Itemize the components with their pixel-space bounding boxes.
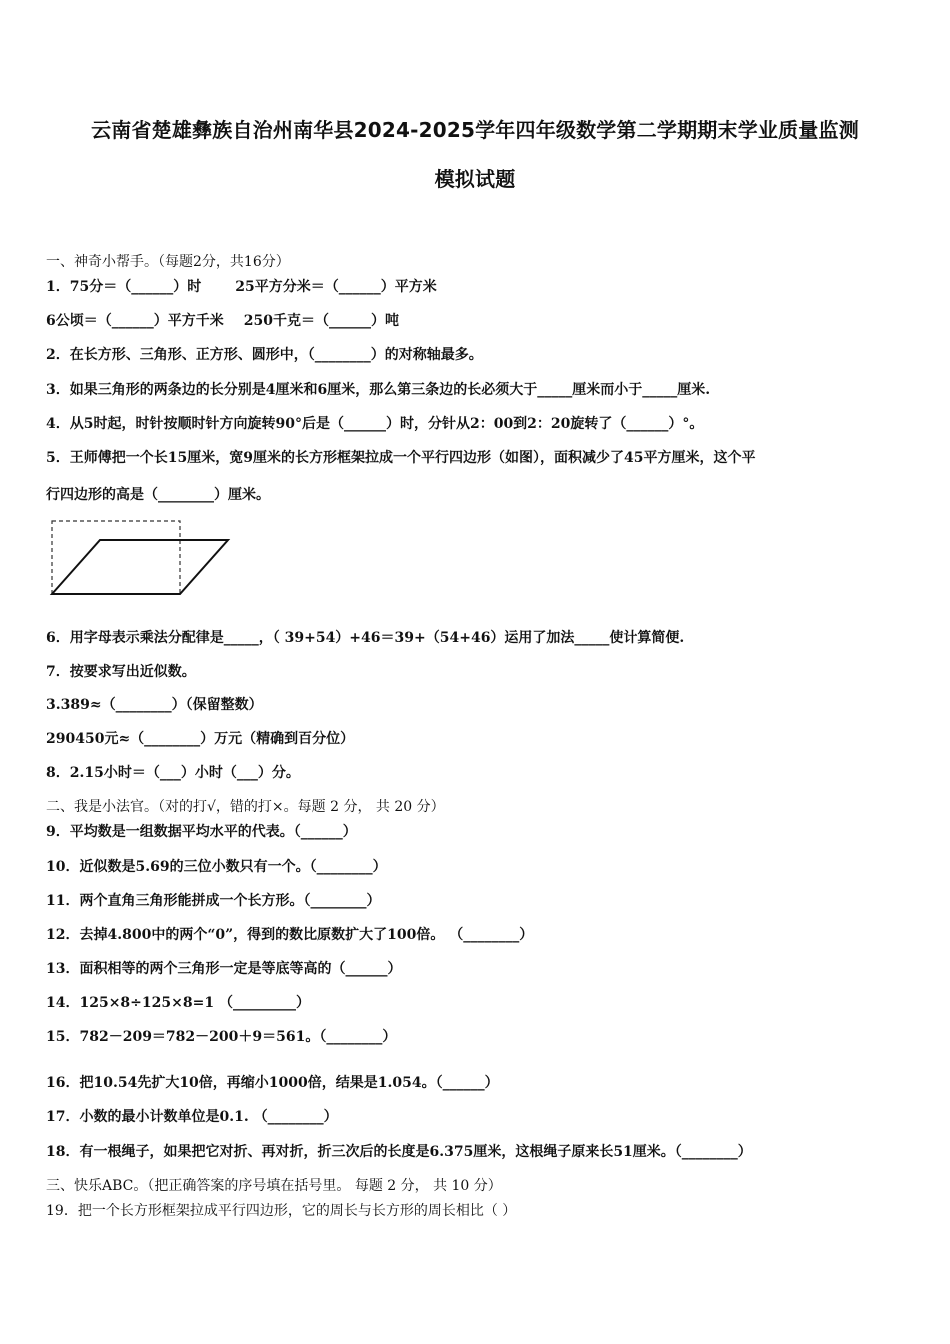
question-8: 8．2.15小时＝（___）小时（___）分。 bbox=[46, 765, 300, 781]
question-1-row1 bbox=[46, 277, 437, 297]
document-title-line1: 云南省楚雄彝族自治州南华县2024-2025学年四年级数学第二学期期末学业质量监测 bbox=[91, 118, 859, 142]
document-title-line2: 模拟试题 bbox=[434, 167, 516, 191]
question-16: 16．把10.54先扩大10倍，再缩小1000倍，结果是1.054。（______） bbox=[46, 1075, 499, 1091]
question-18: 18．有一根绳子，如果把它对折、再对折，折三次后的长度是6.375厘米，这根绳子原来长51厘米。（________） bbox=[46, 1144, 752, 1160]
question-13: 13．面积相等的两个三角形一定是等底等高的（______） bbox=[46, 961, 402, 977]
question-5-line2: 行四边形的高是（________）厘米。 bbox=[46, 487, 270, 503]
question-9: 9．平均数是一组数据平均水平的代表。（______） bbox=[46, 824, 357, 840]
dashed-rectangle bbox=[52, 521, 180, 594]
parallelogram-shape bbox=[52, 540, 228, 594]
question-4: 4．从5时起，时针按顺时针方向旋转90°后是（______）时，分针从2：00到2：20旋转了（______）°。 bbox=[46, 416, 704, 432]
section2-heading: 二、我是小法官。（对的打√，错的打×。每题 2 分， 共 20 分） bbox=[46, 799, 445, 815]
section3-heading: 三、快乐ABC。（把正确答案的序号填在括号里。 每题 2 分， 共 10 分） bbox=[46, 1178, 502, 1194]
section1-heading: 一、神奇小帮手。（每题2分，共16分） bbox=[46, 254, 290, 270]
question-17: 17．小数的最小计数单位是0.1. （________） bbox=[46, 1109, 338, 1125]
question-1c: 6公顷＝（______）平方千米 bbox=[46, 313, 224, 329]
question-2: 2．在长方形、三角形、正方形、圆形中，（________）的对称轴最多。 bbox=[46, 347, 483, 363]
question-5-line1: 5．王师傅把一个长15厘米，宽9厘米的长方形框架拉成一个平行四边形（如图），面积减少了45平方厘米，这个平 bbox=[46, 450, 756, 466]
question-14: 14．125×8÷125×8=1 （_________） bbox=[46, 995, 310, 1011]
parallelogram-figure bbox=[46, 516, 236, 602]
question-12: 12．去掉4.800中的两个“0”，得到的数比原数扩大了100倍。 （________） bbox=[46, 927, 534, 943]
question-1-row2 bbox=[46, 311, 399, 331]
question-7: 7．按要求写出近似数。 bbox=[46, 664, 196, 680]
question-15: 15．782－209＝782－200＋9＝561。（________） bbox=[46, 1029, 397, 1045]
question-6: 6．用字母表示乘法分配律是_____，（ 39+54）+46＝39+（54+46）运用了加法_____使计算简便. bbox=[46, 630, 685, 646]
question-3: 3．如果三角形的两条边的长分别是4厘米和6厘米，那么第三条边的长必须大于_____厘米而小于_____厘米. bbox=[46, 382, 711, 398]
question-7a: 3.389≈（________）（保留整数） bbox=[46, 697, 263, 713]
question-1d: 250千克＝（______）吨 bbox=[243, 313, 399, 329]
question-1b: 25平方分米＝（______）平方米 bbox=[235, 279, 437, 295]
question-10: 10．近似数是5.69的三位小数只有一个。（________） bbox=[46, 859, 387, 875]
question-1a: 1．75分＝（______）时 bbox=[46, 279, 202, 295]
question-7b: 290450元≈（________）万元（精确到百分位） bbox=[46, 731, 355, 747]
question-19: 19．把一个长方形框架拉成平行四边形，它的周长与长方形的周长相比（ ） bbox=[46, 1203, 517, 1219]
question-11: 11．两个直角三角形能拼成一个长方形。（________） bbox=[46, 893, 381, 909]
